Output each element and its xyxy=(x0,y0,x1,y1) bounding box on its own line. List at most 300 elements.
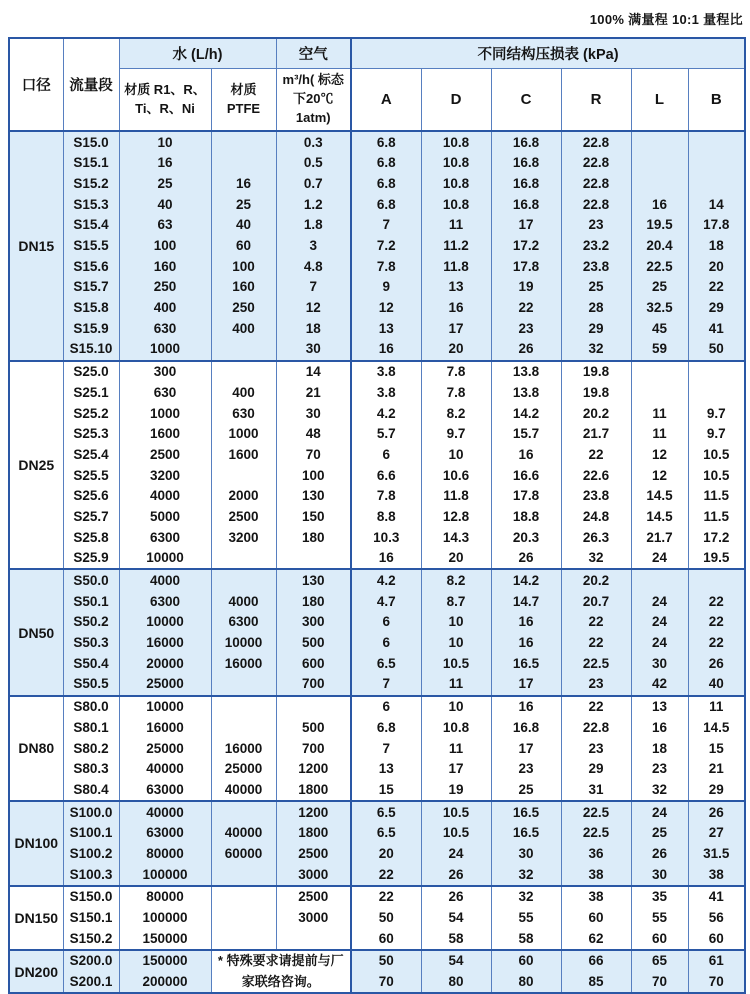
water-ptfe-cell xyxy=(211,339,276,361)
loss-d-cell: 19 xyxy=(421,779,491,801)
table-row xyxy=(9,256,745,277)
loss-a-cell: 7 xyxy=(351,738,421,759)
loss-b-cell: 26 xyxy=(688,653,745,674)
loss-l-cell xyxy=(631,131,688,153)
water-metal-cell: 400 xyxy=(119,298,211,319)
loss-c-cell: 15.7 xyxy=(491,424,561,445)
footnote-cell: * 特殊要求请提前与厂家联络咨询。 xyxy=(211,950,351,993)
table-row xyxy=(9,886,745,908)
water-ptfe-cell: 1600 xyxy=(211,444,276,465)
table-row xyxy=(9,696,745,718)
water-ptfe-cell: 100 xyxy=(211,256,276,277)
table-row xyxy=(9,653,745,674)
loss-b-cell: 20 xyxy=(688,256,745,277)
loss-c-cell: 16 xyxy=(491,444,561,465)
flow-seg-cell: S25.4 xyxy=(63,444,119,465)
loss-r-cell: 28 xyxy=(561,298,631,319)
flow-seg-cell: S100.1 xyxy=(63,823,119,844)
loss-b-cell: 17.2 xyxy=(688,527,745,548)
loss-l-cell: 13 xyxy=(631,696,688,718)
table-row xyxy=(9,548,745,570)
air-cell: 1200 xyxy=(276,801,351,823)
water-ptfe-cell: 10000 xyxy=(211,633,276,654)
loss-a-cell: 6.5 xyxy=(351,653,421,674)
flow-seg-cell: S25.7 xyxy=(63,506,119,527)
loss-b-cell: 40 xyxy=(688,674,745,696)
loss-l-cell: 24 xyxy=(631,548,688,570)
water-ptfe-cell xyxy=(211,886,276,908)
loss-a-cell: 4.2 xyxy=(351,569,421,591)
air-cell: 21 xyxy=(276,382,351,403)
loss-a-cell: 7 xyxy=(351,215,421,236)
table-header xyxy=(9,38,745,131)
water-ptfe-cell xyxy=(211,801,276,823)
water-metal-cell: 20000 xyxy=(119,653,211,674)
water-metal-cell: 4000 xyxy=(119,486,211,507)
loss-b-cell: 10.5 xyxy=(688,444,745,465)
table-row xyxy=(9,972,745,994)
air-cell: 18 xyxy=(276,318,351,339)
loss-b-cell xyxy=(688,361,745,383)
header-air-unit: m³/h( 标态下20℃ 1atm) xyxy=(276,69,351,132)
loss-b-cell: 17.8 xyxy=(688,215,745,236)
loss-r-cell: 23.8 xyxy=(561,256,631,277)
water-metal-cell: 150000 xyxy=(119,950,211,972)
loss-c-cell: 17 xyxy=(491,674,561,696)
loss-l-cell xyxy=(631,361,688,383)
loss-c-cell: 13.8 xyxy=(491,382,561,403)
header-structure-r: R xyxy=(561,69,631,132)
loss-b-cell: 50 xyxy=(688,339,745,361)
loss-l-cell: 45 xyxy=(631,318,688,339)
flow-seg-cell: S50.1 xyxy=(63,591,119,612)
air-cell: 3000 xyxy=(276,864,351,886)
flow-seg-cell: S150.0 xyxy=(63,886,119,908)
loss-b-cell: 29 xyxy=(688,779,745,801)
water-metal-cell: 40 xyxy=(119,194,211,215)
loss-c-cell: 14.2 xyxy=(491,403,561,424)
loss-b-cell: 14.5 xyxy=(688,717,745,738)
loss-l-cell: 55 xyxy=(631,907,688,928)
table-row xyxy=(9,633,745,654)
loss-b-cell: 29 xyxy=(688,298,745,319)
loss-b-cell: 22 xyxy=(688,277,745,298)
table-body xyxy=(9,131,745,993)
water-ptfe-cell: 400 xyxy=(211,318,276,339)
loss-c-cell: 60 xyxy=(491,950,561,972)
loss-a-cell: 13 xyxy=(351,318,421,339)
table-row xyxy=(9,591,745,612)
water-ptfe-cell: 6300 xyxy=(211,612,276,633)
loss-d-cell: 10 xyxy=(421,444,491,465)
table-row xyxy=(9,465,745,486)
air-cell: 500 xyxy=(276,633,351,654)
loss-a-cell: 7.8 xyxy=(351,256,421,277)
water-ptfe-cell: 3200 xyxy=(211,527,276,548)
water-metal-cell: 10 xyxy=(119,131,211,153)
table-row xyxy=(9,194,745,215)
flow-seg-cell: S15.10 xyxy=(63,339,119,361)
loss-c-cell: 17.8 xyxy=(491,256,561,277)
header-water-group: 水 (L/h) xyxy=(119,38,276,69)
loss-a-cell: 8.8 xyxy=(351,506,421,527)
flow-seg-cell: S50.3 xyxy=(63,633,119,654)
loss-r-cell: 66 xyxy=(561,950,631,972)
loss-l-cell: 12 xyxy=(631,444,688,465)
water-metal-cell: 200000 xyxy=(119,972,211,994)
loss-a-cell: 6.8 xyxy=(351,194,421,215)
loss-b-cell: 19.5 xyxy=(688,548,745,570)
table-row xyxy=(9,843,745,864)
air-cell: 0.7 xyxy=(276,173,351,194)
flow-seg-cell: S80.1 xyxy=(63,717,119,738)
loss-r-cell: 19.8 xyxy=(561,382,631,403)
loss-l-cell: 26 xyxy=(631,843,688,864)
loss-d-cell: 17 xyxy=(421,318,491,339)
loss-a-cell: 6.5 xyxy=(351,823,421,844)
table-row xyxy=(9,153,745,174)
loss-c-cell: 18.8 xyxy=(491,506,561,527)
loss-c-cell: 16 xyxy=(491,696,561,718)
loss-c-cell: 19 xyxy=(491,277,561,298)
loss-r-cell: 38 xyxy=(561,864,631,886)
air-cell: 3000 xyxy=(276,907,351,928)
loss-r-cell: 22.6 xyxy=(561,465,631,486)
loss-d-cell: 11.8 xyxy=(421,256,491,277)
header-structure-a: A xyxy=(351,69,421,132)
water-ptfe-cell xyxy=(211,569,276,591)
loss-d-cell: 10 xyxy=(421,633,491,654)
loss-d-cell: 7.8 xyxy=(421,382,491,403)
loss-b-cell: 38 xyxy=(688,864,745,886)
loss-l-cell: 18 xyxy=(631,738,688,759)
loss-r-cell: 23 xyxy=(561,738,631,759)
loss-d-cell: 7.8 xyxy=(421,361,491,383)
water-metal-cell: 100000 xyxy=(119,907,211,928)
loss-c-cell: 23 xyxy=(491,759,561,780)
loss-r-cell: 23.2 xyxy=(561,235,631,256)
loss-d-cell: 10.5 xyxy=(421,801,491,823)
loss-b-cell: 31.5 xyxy=(688,843,745,864)
loss-l-cell: 14.5 xyxy=(631,486,688,507)
loss-d-cell: 20 xyxy=(421,548,491,570)
water-metal-cell: 5000 xyxy=(119,506,211,527)
loss-r-cell: 25 xyxy=(561,277,631,298)
table-row xyxy=(9,779,745,801)
header-structure-l: L xyxy=(631,69,688,132)
table-row xyxy=(9,486,745,507)
water-metal-cell: 63000 xyxy=(119,779,211,801)
loss-l-cell: 16 xyxy=(631,194,688,215)
air-cell xyxy=(276,928,351,950)
loss-l-cell: 32 xyxy=(631,779,688,801)
header-structure-b: B xyxy=(688,69,745,132)
flow-seg-cell: S15.9 xyxy=(63,318,119,339)
water-metal-cell: 10000 xyxy=(119,612,211,633)
air-cell: 14 xyxy=(276,361,351,383)
loss-c-cell: 26 xyxy=(491,339,561,361)
water-metal-cell: 150000 xyxy=(119,928,211,950)
diameter-cell: DN25 xyxy=(9,361,63,570)
loss-d-cell: 11.2 xyxy=(421,235,491,256)
air-cell: 300 xyxy=(276,612,351,633)
loss-a-cell: 6.5 xyxy=(351,801,421,823)
loss-d-cell: 10.5 xyxy=(421,653,491,674)
loss-c-cell: 17 xyxy=(491,215,561,236)
loss-d-cell: 11 xyxy=(421,674,491,696)
table-row xyxy=(9,424,745,445)
diameter-cell: DN200 xyxy=(9,950,63,993)
water-metal-cell: 100 xyxy=(119,235,211,256)
water-ptfe-cell: 40 xyxy=(211,215,276,236)
water-metal-cell: 300 xyxy=(119,361,211,383)
loss-c-cell: 80 xyxy=(491,972,561,994)
air-cell: 700 xyxy=(276,674,351,696)
loss-d-cell: 11.8 xyxy=(421,486,491,507)
header-material-metal: 材质 R1、R、Ti、R、Ni xyxy=(119,69,211,132)
water-metal-cell: 80000 xyxy=(119,886,211,908)
table-row xyxy=(9,527,745,548)
water-ptfe-cell xyxy=(211,717,276,738)
loss-l-cell: 24 xyxy=(631,591,688,612)
loss-c-cell: 30 xyxy=(491,843,561,864)
loss-b-cell: 56 xyxy=(688,907,745,928)
flow-seg-cell: S15.0 xyxy=(63,131,119,153)
header-material-ptfe: 材质 PTFE xyxy=(211,69,276,132)
loss-b-cell: 41 xyxy=(688,886,745,908)
loss-r-cell: 22 xyxy=(561,612,631,633)
loss-d-cell: 58 xyxy=(421,928,491,950)
water-ptfe-cell: 16000 xyxy=(211,738,276,759)
flow-seg-cell: S15.7 xyxy=(63,277,119,298)
loss-r-cell: 23 xyxy=(561,215,631,236)
water-ptfe-cell xyxy=(211,674,276,696)
air-cell: 3 xyxy=(276,235,351,256)
loss-l-cell: 32.5 xyxy=(631,298,688,319)
air-cell: 600 xyxy=(276,653,351,674)
water-ptfe-cell: 630 xyxy=(211,403,276,424)
loss-d-cell: 10.8 xyxy=(421,153,491,174)
loss-d-cell: 10.5 xyxy=(421,823,491,844)
air-cell: 0.5 xyxy=(276,153,351,174)
loss-b-cell: 15 xyxy=(688,738,745,759)
loss-a-cell: 6.8 xyxy=(351,153,421,174)
loss-c-cell: 17 xyxy=(491,738,561,759)
flow-seg-cell: S80.2 xyxy=(63,738,119,759)
loss-r-cell: 22.8 xyxy=(561,194,631,215)
loss-d-cell: 12.8 xyxy=(421,506,491,527)
water-ptfe-cell xyxy=(211,131,276,153)
loss-l-cell: 20.4 xyxy=(631,235,688,256)
loss-l-cell xyxy=(631,569,688,591)
loss-c-cell: 16.5 xyxy=(491,801,561,823)
air-cell: 30 xyxy=(276,339,351,361)
loss-a-cell: 6.8 xyxy=(351,131,421,153)
air-cell: 4.8 xyxy=(276,256,351,277)
table-row xyxy=(9,131,745,153)
air-cell: 130 xyxy=(276,569,351,591)
flow-seg-cell: S15.8 xyxy=(63,298,119,319)
flow-seg-cell: S80.0 xyxy=(63,696,119,718)
air-cell: 0.3 xyxy=(276,131,351,153)
air-cell: 500 xyxy=(276,717,351,738)
loss-l-cell: 24 xyxy=(631,612,688,633)
loss-d-cell: 11 xyxy=(421,215,491,236)
loss-d-cell: 11 xyxy=(421,738,491,759)
loss-d-cell: 26 xyxy=(421,864,491,886)
range-ratio-note: 100% 满量程 10:1 量程比 xyxy=(589,12,743,27)
water-metal-cell: 40000 xyxy=(119,801,211,823)
water-metal-cell: 25000 xyxy=(119,674,211,696)
table-row xyxy=(9,277,745,298)
air-cell: 100 xyxy=(276,465,351,486)
loss-d-cell: 24 xyxy=(421,843,491,864)
loss-d-cell: 13 xyxy=(421,277,491,298)
loss-c-cell: 16 xyxy=(491,612,561,633)
table-row xyxy=(9,173,745,194)
water-metal-cell: 10000 xyxy=(119,696,211,718)
loss-c-cell: 16.8 xyxy=(491,131,561,153)
loss-b-cell: 61 xyxy=(688,950,745,972)
loss-c-cell: 13.8 xyxy=(491,361,561,383)
loss-r-cell: 22.8 xyxy=(561,173,631,194)
header-flow-segment: 流量段 xyxy=(63,38,119,131)
loss-c-cell: 17.8 xyxy=(491,486,561,507)
loss-c-cell: 16.8 xyxy=(491,717,561,738)
table-row xyxy=(9,569,745,591)
loss-l-cell: 60 xyxy=(631,928,688,950)
loss-b-cell: 11.5 xyxy=(688,506,745,527)
flow-seg-cell: S100.2 xyxy=(63,843,119,864)
loss-a-cell: 5.7 xyxy=(351,424,421,445)
flow-seg-cell: S50.5 xyxy=(63,674,119,696)
loss-c-cell: 16.8 xyxy=(491,173,561,194)
diameter-cell: DN15 xyxy=(9,131,63,361)
water-ptfe-cell: 25000 xyxy=(211,759,276,780)
flow-seg-cell: S15.4 xyxy=(63,215,119,236)
loss-a-cell: 4.7 xyxy=(351,591,421,612)
water-metal-cell: 630 xyxy=(119,318,211,339)
loss-a-cell: 10.3 xyxy=(351,527,421,548)
loss-b-cell: 22 xyxy=(688,612,745,633)
table-row xyxy=(9,823,745,844)
loss-r-cell: 23 xyxy=(561,674,631,696)
air-cell: 1.2 xyxy=(276,194,351,215)
water-ptfe-cell: 16000 xyxy=(211,653,276,674)
water-ptfe-cell: 25 xyxy=(211,194,276,215)
loss-r-cell: 20.7 xyxy=(561,591,631,612)
loss-a-cell: 6 xyxy=(351,612,421,633)
loss-l-cell: 25 xyxy=(631,823,688,844)
loss-c-cell: 16 xyxy=(491,633,561,654)
water-metal-cell: 10000 xyxy=(119,548,211,570)
table-row xyxy=(9,738,745,759)
loss-r-cell: 20.2 xyxy=(561,403,631,424)
loss-l-cell: 30 xyxy=(631,653,688,674)
loss-a-cell: 3.8 xyxy=(351,361,421,383)
table-row xyxy=(9,298,745,319)
loss-d-cell: 54 xyxy=(421,950,491,972)
table-row xyxy=(9,950,745,972)
loss-l-cell: 70 xyxy=(631,972,688,994)
table-row xyxy=(9,801,745,823)
water-metal-cell: 630 xyxy=(119,382,211,403)
flow-seg-cell: S25.3 xyxy=(63,424,119,445)
water-ptfe-cell: 250 xyxy=(211,298,276,319)
loss-l-cell: 59 xyxy=(631,339,688,361)
loss-l-cell xyxy=(631,153,688,174)
air-cell: 1800 xyxy=(276,779,351,801)
water-ptfe-cell xyxy=(211,153,276,174)
flow-seg-cell: S150.1 xyxy=(63,907,119,928)
loss-l-cell: 23 xyxy=(631,759,688,780)
water-metal-cell: 1000 xyxy=(119,403,211,424)
loss-b-cell: 70 xyxy=(688,972,745,994)
loss-r-cell: 22 xyxy=(561,444,631,465)
loss-r-cell: 20.2 xyxy=(561,569,631,591)
flow-spec-table xyxy=(8,37,746,994)
loss-r-cell: 62 xyxy=(561,928,631,950)
water-metal-cell: 6300 xyxy=(119,527,211,548)
table-row xyxy=(9,717,745,738)
loss-b-cell: 9.7 xyxy=(688,424,745,445)
table-row xyxy=(9,612,745,633)
flow-seg-cell: S150.2 xyxy=(63,928,119,950)
air-cell: 7 xyxy=(276,277,351,298)
water-metal-cell: 1600 xyxy=(119,424,211,445)
air-cell: 48 xyxy=(276,424,351,445)
loss-a-cell: 22 xyxy=(351,864,421,886)
flow-seg-cell: S15.3 xyxy=(63,194,119,215)
air-cell: 1200 xyxy=(276,759,351,780)
loss-l-cell: 24 xyxy=(631,801,688,823)
loss-d-cell: 10 xyxy=(421,612,491,633)
flow-seg-cell: S80.3 xyxy=(63,759,119,780)
loss-l-cell: 21.7 xyxy=(631,527,688,548)
flow-seg-cell: S80.4 xyxy=(63,779,119,801)
header-diameter: 口径 xyxy=(9,38,63,131)
water-ptfe-cell: 2500 xyxy=(211,506,276,527)
header-structure-c: C xyxy=(491,69,561,132)
air-cell xyxy=(276,696,351,718)
loss-r-cell: 29 xyxy=(561,318,631,339)
loss-a-cell: 3.8 xyxy=(351,382,421,403)
loss-r-cell: 22.5 xyxy=(561,823,631,844)
loss-l-cell: 30 xyxy=(631,864,688,886)
loss-d-cell: 17 xyxy=(421,759,491,780)
loss-a-cell: 60 xyxy=(351,928,421,950)
loss-c-cell: 14.7 xyxy=(491,591,561,612)
water-ptfe-cell: 40000 xyxy=(211,779,276,801)
loss-d-cell: 10.8 xyxy=(421,131,491,153)
loss-a-cell: 22 xyxy=(351,886,421,908)
loss-r-cell: 22.5 xyxy=(561,801,631,823)
water-ptfe-cell xyxy=(211,361,276,383)
loss-c-cell: 55 xyxy=(491,907,561,928)
loss-a-cell: 7.2 xyxy=(351,235,421,256)
loss-b-cell xyxy=(688,131,745,153)
water-metal-cell: 16000 xyxy=(119,633,211,654)
flow-seg-cell: S15.1 xyxy=(63,153,119,174)
loss-b-cell: 11.5 xyxy=(688,486,745,507)
loss-l-cell: 25 xyxy=(631,277,688,298)
table-row xyxy=(9,361,745,383)
loss-l-cell: 11 xyxy=(631,403,688,424)
loss-l-cell: 35 xyxy=(631,886,688,908)
header-structure-d: D xyxy=(421,69,491,132)
loss-l-cell: 22.5 xyxy=(631,256,688,277)
loss-b-cell: 27 xyxy=(688,823,745,844)
